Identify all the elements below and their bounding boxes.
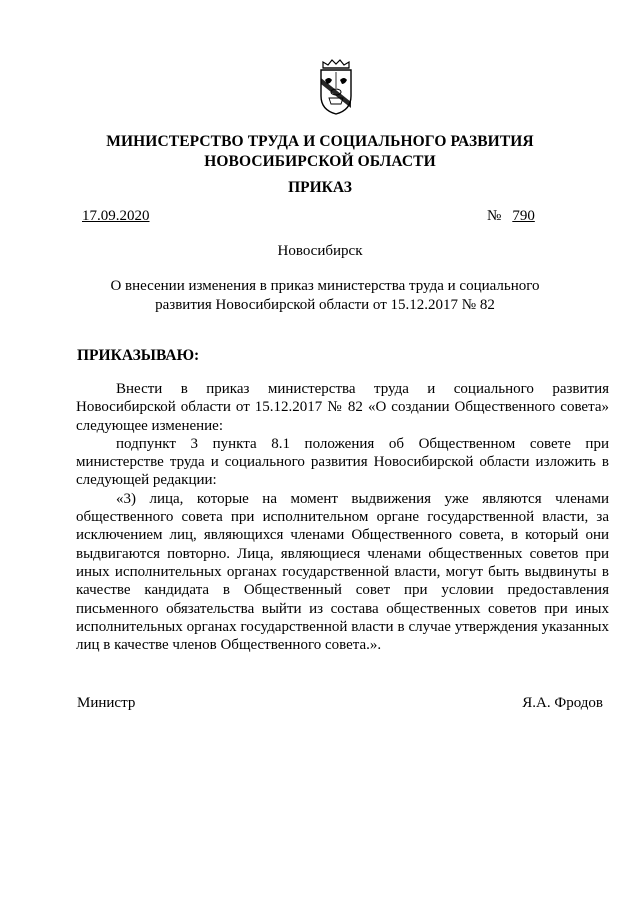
ministry-title xyxy=(0,132,640,172)
order-directive-heading: ПРИКАЗЫВАЮ: xyxy=(77,347,200,364)
ministry-title-line2: НОВОСИБИРСКОЙ ОБЛАСТИ xyxy=(204,153,436,170)
signatory-position: Министр xyxy=(77,695,136,711)
paragraph: Внести в приказ министерства труда и социального развития Новосибирской области от 15.12.2017 № 82 «О создании Общественного совета» следующее изменение: xyxy=(76,381,609,434)
city: Новосибирск xyxy=(277,243,363,259)
number-sign: № xyxy=(487,208,502,224)
number-value: 790 xyxy=(512,208,535,224)
order-subject: О внесении изменения в приказ министерства труда и социального развития Новосибирской области от 15.12.2017 № 82 xyxy=(110,278,540,313)
paragraph: «3) лица, которые на момент выдвижения уже являются членами общественного совета при исполнительном органе государственной власти, за исключением лиц, являющихся членами Общественного совета, в который они выдвигаются повторно. Лица, являющиеся членами общественных советов при иных исполнительных органах государственной власти, могут быть выдвинуты в качестве кандидата в Общественный совет при условии предоставления письменного обязательства выйти из состава общественных советов при иных исполнительных органах государственной власти в случае утверждения указанных лиц в качестве членов Общественного совета.». xyxy=(76,490,609,654)
ministry-title-line1: МИНИСТЕРСТВО ТРУДА И СОЦИАЛЬНОГО РАЗВИТИЯ xyxy=(106,133,534,150)
document-type: ПРИКАЗ xyxy=(288,179,352,196)
paragraph: подпункт 3 пункта 8.1 положения об Общественном совете при министерстве труда и социального развития Новосибирской области изложить в следующей редакции: xyxy=(76,435,609,489)
coat-of-arms-icon xyxy=(317,58,355,116)
order-number xyxy=(487,206,535,226)
signatory-name: Я.А. Фродов xyxy=(522,695,603,711)
order-body xyxy=(76,380,609,654)
order-date: 17.09.2020 xyxy=(82,208,150,224)
